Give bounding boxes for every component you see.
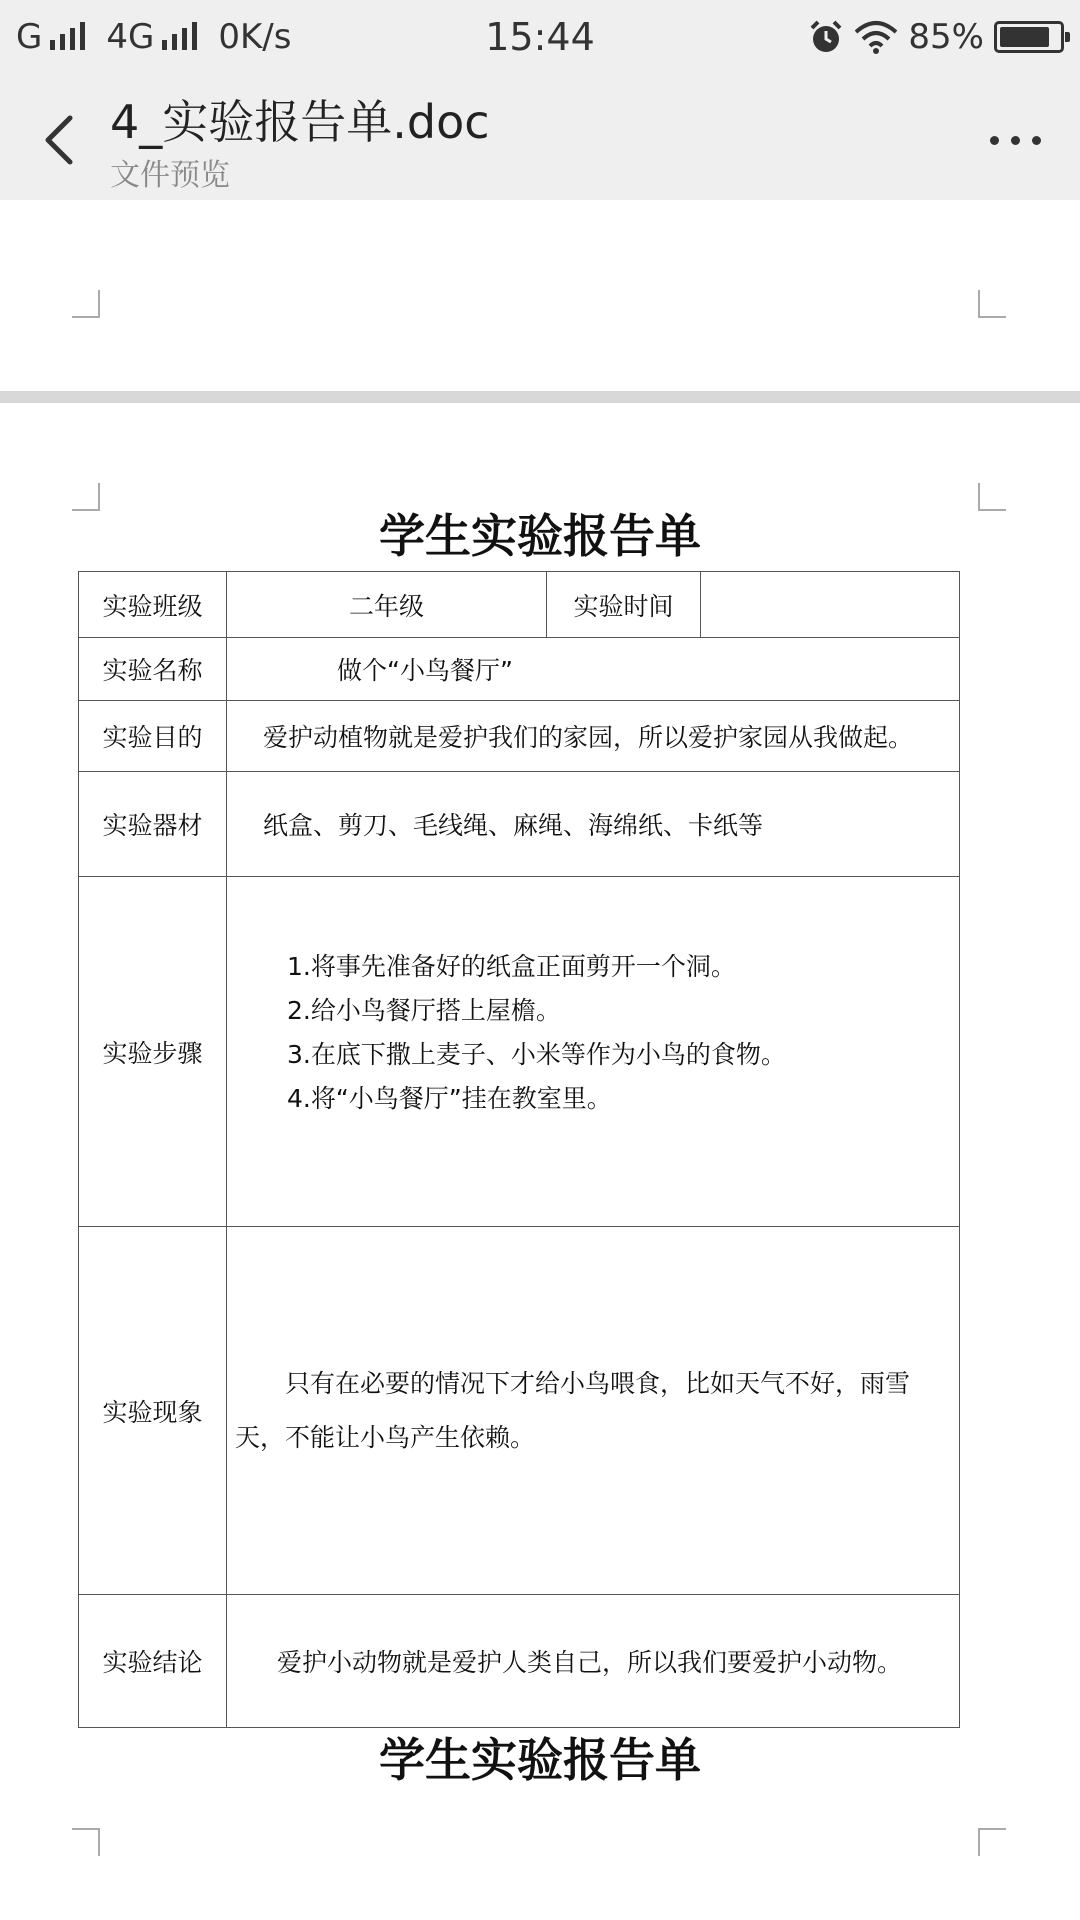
steps-list [227, 877, 960, 1227]
back-button[interactable] [30, 96, 100, 180]
status-bar [0, 0, 1080, 74]
phenomenon-value [227, 1227, 960, 1595]
step-item: 2.给小鸟餐厅搭上屋檐。 [287, 996, 561, 1025]
document-page-previous [0, 200, 1080, 390]
status-right [798, 14, 1064, 60]
conclusion-label: 实验结论 [79, 1595, 227, 1728]
report-heading-next: 学生实验报告单 [379, 1733, 701, 1787]
battery-icon [994, 21, 1064, 53]
conclusion-value: 爱护小动物就是爱护人类自己，所以我们要爱护小动物。 [227, 1595, 960, 1728]
table-row [79, 1227, 960, 1595]
report-table [78, 571, 960, 1728]
purpose-value: 爱护动植物就是爱护我们的家园，所以爱护家园从我做起。 [227, 701, 960, 772]
phenomenon-label: 实验现象 [79, 1227, 227, 1595]
class-value: 二年级 [227, 572, 547, 638]
carrier-label: G [16, 17, 43, 57]
table-row [79, 638, 960, 701]
page-corner-mark [72, 1828, 100, 1856]
step-item: 4.将“小鸟餐厅”挂在教室里。 [287, 1084, 612, 1113]
page-corner-mark [72, 290, 100, 318]
document-title: 4_实验报告单.doc [110, 95, 490, 149]
report-heading: 学生实验报告单 [379, 509, 701, 563]
name-value: 做个“小鸟餐厅” [227, 638, 960, 701]
name-label: 实验名称 [79, 638, 227, 701]
document-subtitle: 文件预览 [110, 158, 230, 193]
wifi-icon [854, 20, 898, 54]
alarm-icon [808, 19, 844, 55]
clock: 15:44 [485, 15, 595, 59]
page-corner-mark [978, 290, 1006, 318]
phenomenon-text: 只有在必要的情况下才给小鸟喂食，比如天气不好，雨雪天，不能让小鸟产生依赖。 [235, 1368, 911, 1452]
table-row [79, 1595, 960, 1728]
battery-fill [1000, 27, 1049, 47]
speed-label: 0K/s [218, 17, 292, 57]
more-icon-dot [1011, 136, 1020, 145]
steps-label: 实验步骤 [79, 877, 227, 1227]
purpose-label: 实验目的 [79, 701, 227, 772]
more-button[interactable] [980, 110, 1050, 170]
step-item: 1.将事先准备好的纸盒正面剪开一个洞。 [287, 952, 736, 981]
table-row [79, 877, 960, 1227]
more-icon-dot [990, 136, 999, 145]
back-icon [30, 96, 100, 180]
materials-value: 纸盒、剪刀、毛线绳、麻绳、海绵纸、卡纸等 [227, 772, 960, 877]
table-row [79, 701, 960, 772]
more-icon-dot [1032, 136, 1041, 145]
battery-percent: 85% [908, 17, 984, 57]
page-separator [0, 391, 1080, 403]
table-row [79, 572, 960, 638]
materials-label: 实验器材 [79, 772, 227, 877]
page-corner-mark [978, 1828, 1006, 1856]
network-label: 4G [106, 17, 155, 57]
class-label: 实验班级 [79, 572, 227, 638]
time-value [701, 572, 960, 638]
table-row [79, 772, 960, 877]
time-label: 实验时间 [547, 572, 701, 638]
title-bar [0, 74, 1080, 200]
step-item: 3.在底下撒上麦子、小米等作为小鸟的食物。 [287, 1040, 786, 1069]
